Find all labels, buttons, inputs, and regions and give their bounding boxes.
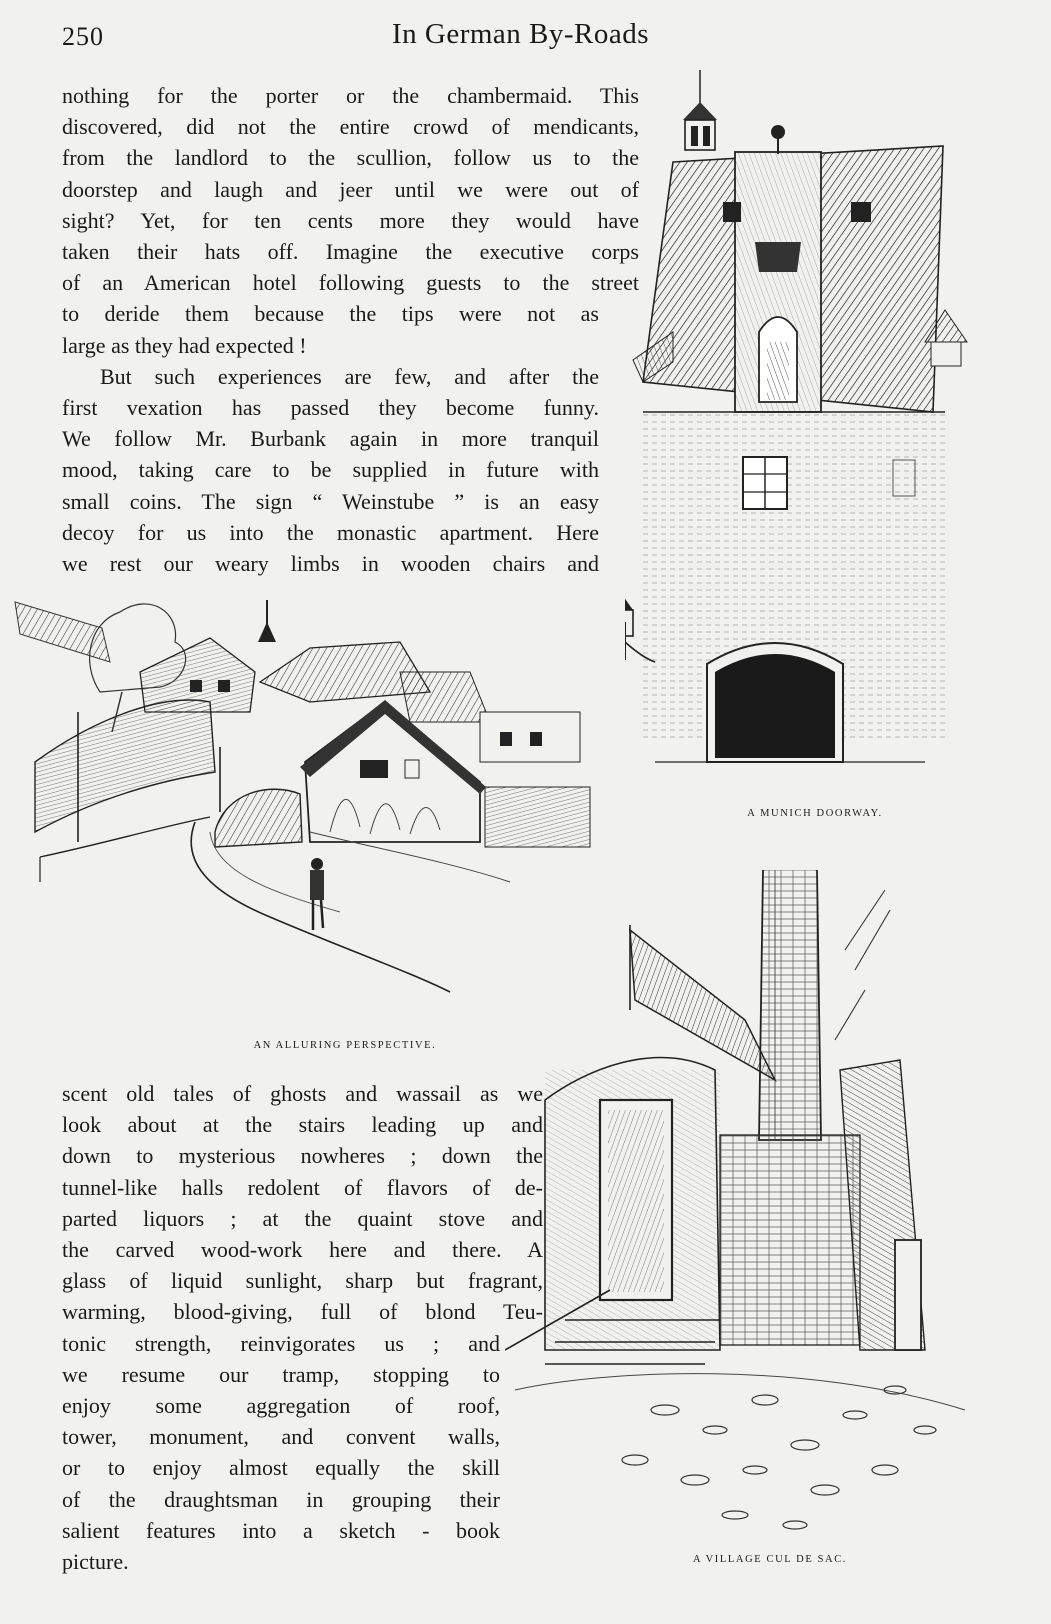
munich-doorway-caption: A MUNICH DOORWAY. xyxy=(747,808,883,819)
text-line: taken their hats off. Imagine the executive corps xyxy=(62,239,639,265)
text-line: down to mysterious nowheres ; down the xyxy=(62,1143,543,1169)
text-line: first vexation has passed they become funny. xyxy=(62,395,599,421)
village-cul-de-sac-caption: A VILLAGE CUL DE SAC. xyxy=(692,1554,848,1565)
text-line: we resume our tramp, stopping to xyxy=(62,1361,500,1387)
munich-doorway-drawing xyxy=(625,62,985,797)
text-line: of an American hotel following guests to the street xyxy=(62,270,639,296)
text-line: or to enjoy almost equally the skill xyxy=(62,1455,500,1481)
page-number: 250 xyxy=(62,22,104,51)
text-line: picture. xyxy=(62,1549,129,1575)
text-line: parted liquors ; at the quaint stove and xyxy=(62,1205,543,1231)
village-cul-de-sac-illustration xyxy=(505,870,975,1550)
text-line: tunnel-like halls redolent of flavors of de- xyxy=(62,1174,543,1200)
text-line: from the landlord to the scullion, follow us to the xyxy=(62,145,639,171)
text-line: discovered, did not the entire crowd of mendicants, xyxy=(62,114,639,140)
text-line: nothing for the porter or the chambermaid. This xyxy=(62,83,639,108)
munich-doorway-illustration xyxy=(625,62,985,797)
text-line: to deride them because the tips were not as xyxy=(62,301,599,327)
text-line: enjoy some aggregation of roof, xyxy=(62,1393,500,1419)
text-line: scent old tales of ghosts and wassail as we xyxy=(62,1081,543,1106)
body-text-top xyxy=(62,80,639,579)
text-line: the carved wood-work here and there. A xyxy=(62,1237,543,1263)
text-line: of the draughtsman in grouping their xyxy=(62,1486,500,1512)
body-text-bottom xyxy=(62,1078,543,1577)
text-line: mood, taking care to be supplied in future with xyxy=(62,457,599,483)
text-line: But such experiences are few, and after the xyxy=(100,363,599,389)
text-line: decoy for us into the monastic apartment. Here xyxy=(62,519,599,545)
text-line: salient features into a sketch - book xyxy=(62,1517,500,1543)
text-line: tower, monument, and convent walls, xyxy=(62,1424,500,1450)
text-line: warming, blood-giving, full of blond Teu- xyxy=(62,1299,543,1325)
page-header xyxy=(62,18,702,58)
text-line: We follow Mr. Burbank again in more tranquil xyxy=(62,426,599,452)
text-line: large as they had expected ! xyxy=(62,332,307,358)
text-line: glass of liquid sunlight, sharp but fragrant, xyxy=(62,1268,543,1294)
running-title: In German By-Roads xyxy=(392,18,650,50)
text-line: small coins. The sign “ Weinstube ” is an easy xyxy=(62,488,599,514)
village-cul-de-sac-drawing xyxy=(505,870,975,1550)
text-line: we rest our weary limbs in wooden chairs and xyxy=(62,551,599,577)
alluring-perspective-caption: AN ALLURING PERSPECTIVE. xyxy=(253,1040,437,1051)
text-line: sight? Yet, for ten cents more they would have xyxy=(62,207,639,233)
text-line: tonic strength, reinvigorates us ; and xyxy=(62,1330,500,1356)
text-line: look about at the stairs leading up and xyxy=(62,1112,543,1138)
text-line: doorstep and laugh and jeer until we were out of xyxy=(62,176,639,202)
